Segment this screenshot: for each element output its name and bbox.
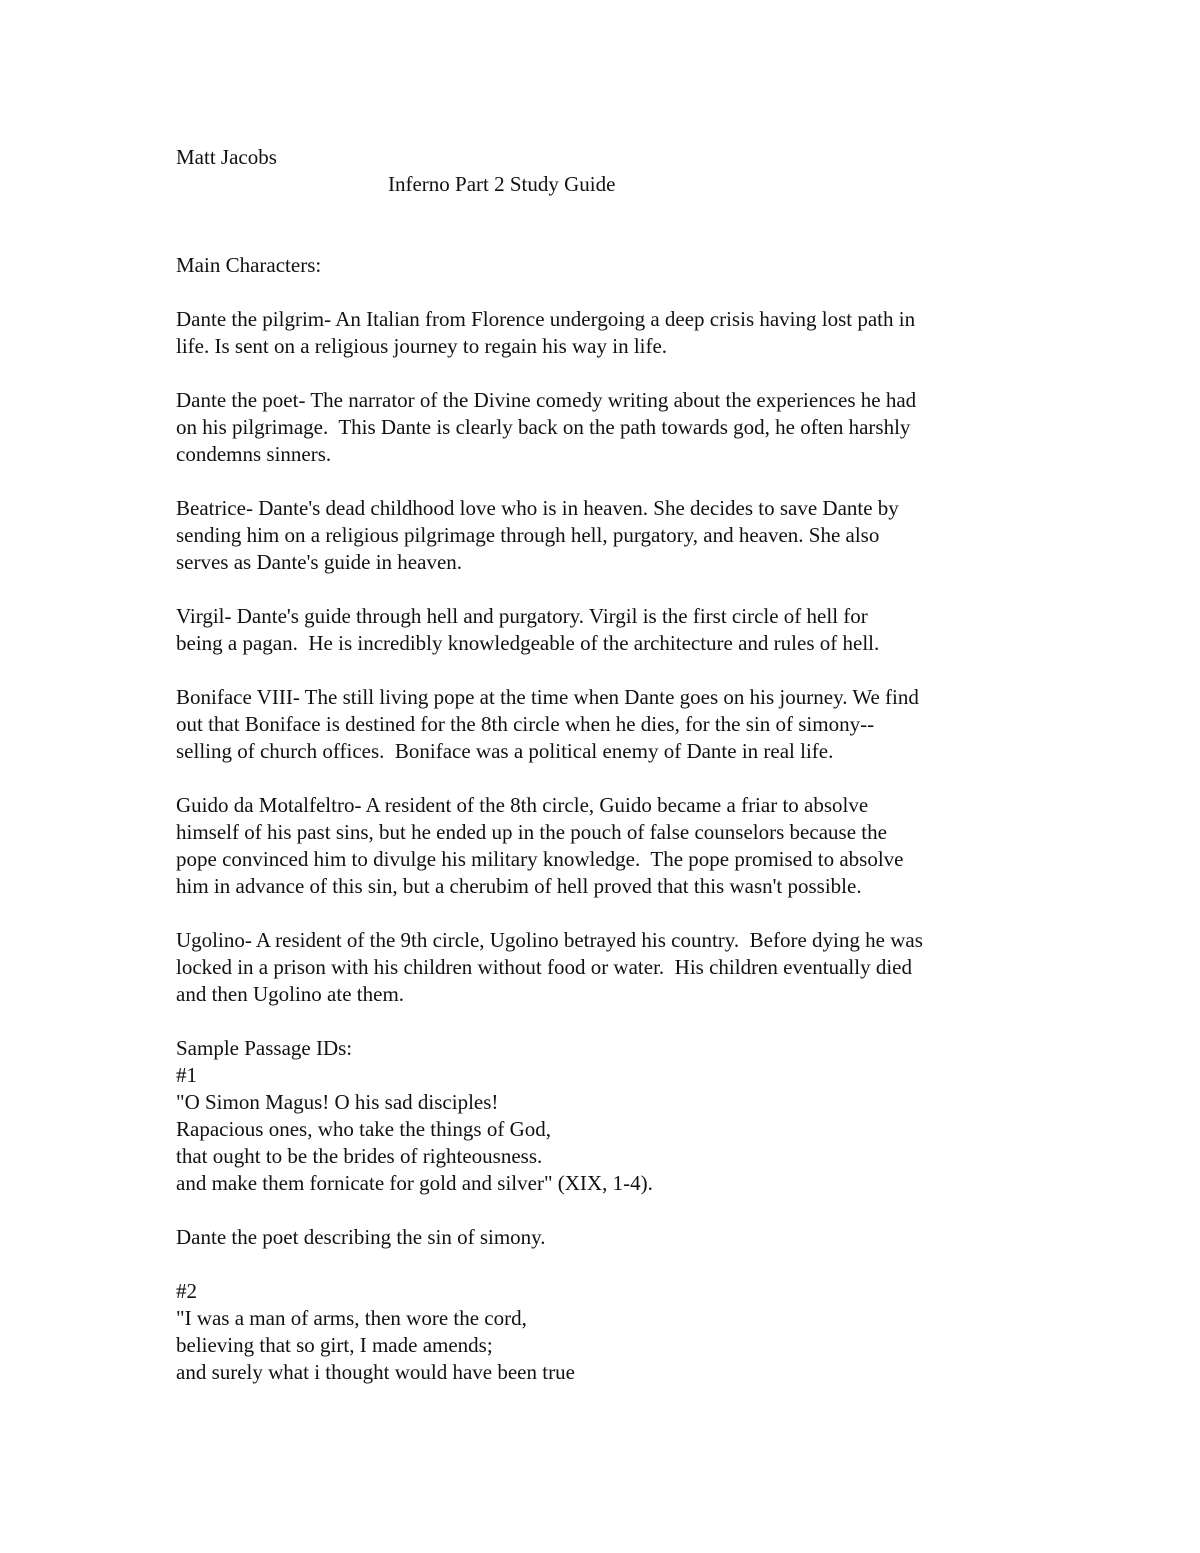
- passage-2: [176, 1278, 1056, 1386]
- passage-line: and surely what i thought would have been true: [176, 1360, 575, 1384]
- sample-passages-heading: Sample Passage IDs:: [176, 1036, 353, 1060]
- character-paragraph-guido: Guido da Motalfeltro- A resident of the 8th circle, Guido became a friar to absolve himself of his past sins, but he ended up in the pouch of false counselors because the pope convinced him to divulge his military knowledge. The pope promised to absolve him in advance of this sin, but a cherubim of hell proved that this wasn't possible.: [176, 793, 904, 898]
- character-paragraph-dante-pilgrim: Dante the pilgrim- An Italian from Florence undergoing a deep crisis having lost path in life. Is sent on a religious journey to regain his way in life.: [176, 307, 916, 358]
- passage-1: [176, 1062, 1056, 1251]
- character-paragraph-beatrice: Beatrice- Dante's dead childhood love who is in heaven. She decides to save Dante by sending him on a religious pilgrimage through hell, purgatory, and heaven. She also serves as Dante's guide in heaven.: [176, 496, 899, 574]
- passage-line: and make them fornicate for gold and silver" (XIX, 1-4).: [176, 1171, 653, 1195]
- passage-line: Rapacious ones, who take the things of God,: [176, 1117, 552, 1141]
- passage-line: that ought to be the brides of righteousness.: [176, 1144, 543, 1168]
- character-paragraph-dante-poet: Dante the poet- The narrator of the Divine comedy writing about the experiences he had on his pilgrimage. This Dante is clearly back on the path towards god, he often harshly condemns sinners.: [176, 388, 917, 466]
- passage-number: #1: [176, 1063, 197, 1087]
- character-paragraph-boniface: Boniface VIII- The still living pope at the time when Dante goes on his journey. We find out that Boniface is destined for the 8th circle when he dies, for the sin of simony-- selling of church offices. Boniface was a political enemy of Dante in real life.: [176, 685, 919, 763]
- passage-line: believing that so girt, I made amends;: [176, 1333, 493, 1357]
- document-title: Inferno Part 2 Study Guide: [388, 172, 616, 196]
- author-name: Matt Jacobs: [176, 145, 277, 169]
- main-characters-heading: Main Characters:: [176, 253, 322, 277]
- character-paragraph-ugolino: Ugolino- A resident of the 9th circle, Ugolino betrayed his country. Before dying he was locked in a prison with his children without food or water. His children eventually died and then Ugolino ate them.: [176, 928, 923, 1006]
- passage-comment: Dante the poet describing the sin of simony.: [176, 1225, 546, 1249]
- passage-line: "I was a man of arms, then wore the cord,: [176, 1306, 527, 1330]
- character-paragraph-virgil: Virgil- Dante's guide through hell and purgatory. Virgil is the first circle of hell for being a pagan. He is incredibly knowledgeable of the architecture and rules of hell.: [176, 604, 880, 655]
- document-body: [176, 144, 1056, 1386]
- passage-number: #2: [176, 1279, 197, 1303]
- passage-line: "O Simon Magus! O his sad disciples!: [176, 1090, 499, 1114]
